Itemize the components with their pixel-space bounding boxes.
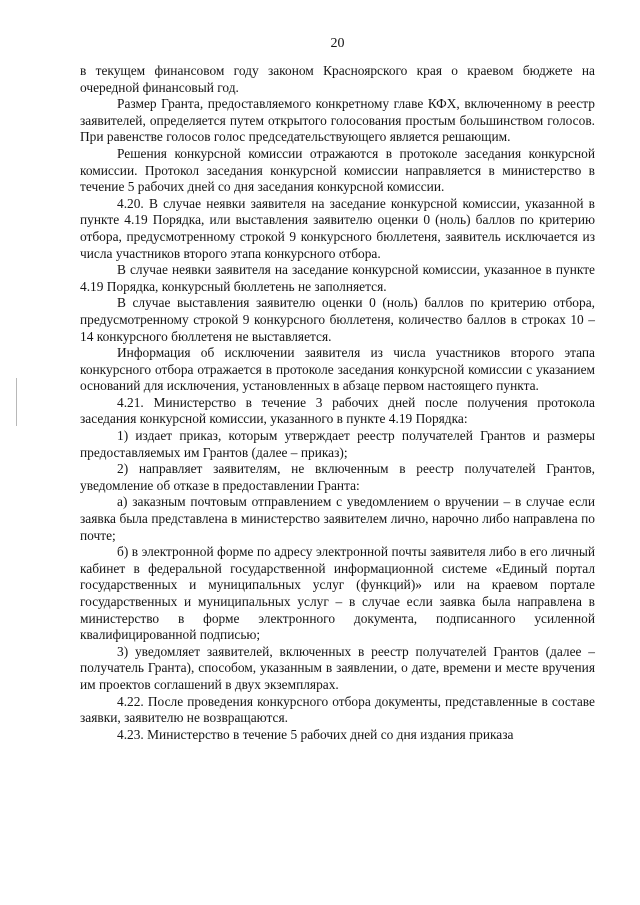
scan-margin-line	[16, 378, 17, 426]
paragraph-4-22: 4.22. После проведения конкурсного отбора документы, представленные в составе заявки, заявителю не возвращаются.	[80, 693, 595, 726]
paragraph-commission-decisions: Решения конкурсной комиссии отражаются в протоколе заседания конкурсной комиссии. Протокол заседания конкурсной комиссии направляется в министерство в течение 5 рабочих дней со дня заседания конкурсной комиссии.	[80, 145, 595, 195]
paragraph-exclusion-info: Информация об исключении заявителя из числа участников второго этапа конкурсного отбора отражается в протоколе заседания конкурсной комиссии с указанием оснований для исключения, установленных в абзаце первом настоящего пункта.	[80, 345, 595, 394]
paragraph-zero-score: В случае выставления заявителю оценки 0 (ноль) баллов по критерию отбора, предусмотренному строкой 9 конкурсного бюллетеня, количество баллов в строках 10 – 14 конкурсного бюллетеня не выставляется.	[80, 295, 595, 344]
paragraph-no-show: В случае неявки заявителя на заседание конкурсной комиссии, указанное в пункте 4.19 Порядка, конкурсный бюллетень не заполняется.	[80, 262, 595, 294]
paragraph-item-b: б) в электронной форме по адресу электронной почты заявителя либо в его личный кабинет в федеральной государственной информационной системе «Единый портал государственных и муниципальных услуг (функций)» или на краевом портале государственных и муниципальных услуг – в случае если заявка была направлена в министерство в форме электронного документа, подписанного усиленной квалифицированной подписью;	[80, 544, 595, 643]
paragraph-4-23: 4.23. Министерство в течение 5 рабочих дней со дня издания приказа	[117, 726, 514, 742]
paragraph-4-20: 4.20. В случае неявки заявителя на заседание конкурсной комиссии, указанной в пункте 4.19 Порядка, или выставления заявителю оценки 0 (ноль) баллов по критерию отбора, предусмотренному строкой 9 конкурсного бюллетеня, заявитель исключается из числа участников второго этапа конкурсного отбора.	[80, 195, 595, 261]
paragraph-item-3: 3) уведомляет заявителей, включенных в реестр получателей Грантов (далее – получатель Гранта), способом, указанным в заявлении, о дате, времени и месте вручения им проектов соглашений в двух экземплярах.	[80, 643, 595, 692]
paragraph-item-1: 1) издает приказ, которым утверждает реестр получателей Грантов и размеры предоставляемых им Грантов (далее – приказ);	[80, 428, 595, 460]
page-number: 20	[330, 36, 345, 51]
paragraph-4-21: 4.21. Министерство в течение 3 рабочих дней после получения протокола заседания конкурсной комиссии, указанного в пункте 4.19 Порядка:	[80, 394, 595, 427]
paragraph-budget-law: в текущем финансовом году законом Красноярского края о краевом бюджете на очередной финансовый год.	[80, 63, 595, 95]
paragraph-grant-size: Размер Гранта, предоставляемого конкретному главе КФХ, включенному в реестр заявителей, определяется путем открытого голосования простым большинством голосов. При равенстве голосов голос председательствующего является решающим.	[80, 96, 595, 145]
document-page	[80, 36, 595, 743]
paragraph-item-a: а) заказным почтовым отправлением с уведомлением о вручении – в случае если заявка была представлена в министерство заявителем лично, нарочно либо направлена по почте;	[80, 494, 595, 543]
paragraph-item-2: 2) направляет заявителям, не включенным в реестр получателей Грантов, уведомление об отказе в предоставлении Гранта:	[80, 461, 595, 493]
